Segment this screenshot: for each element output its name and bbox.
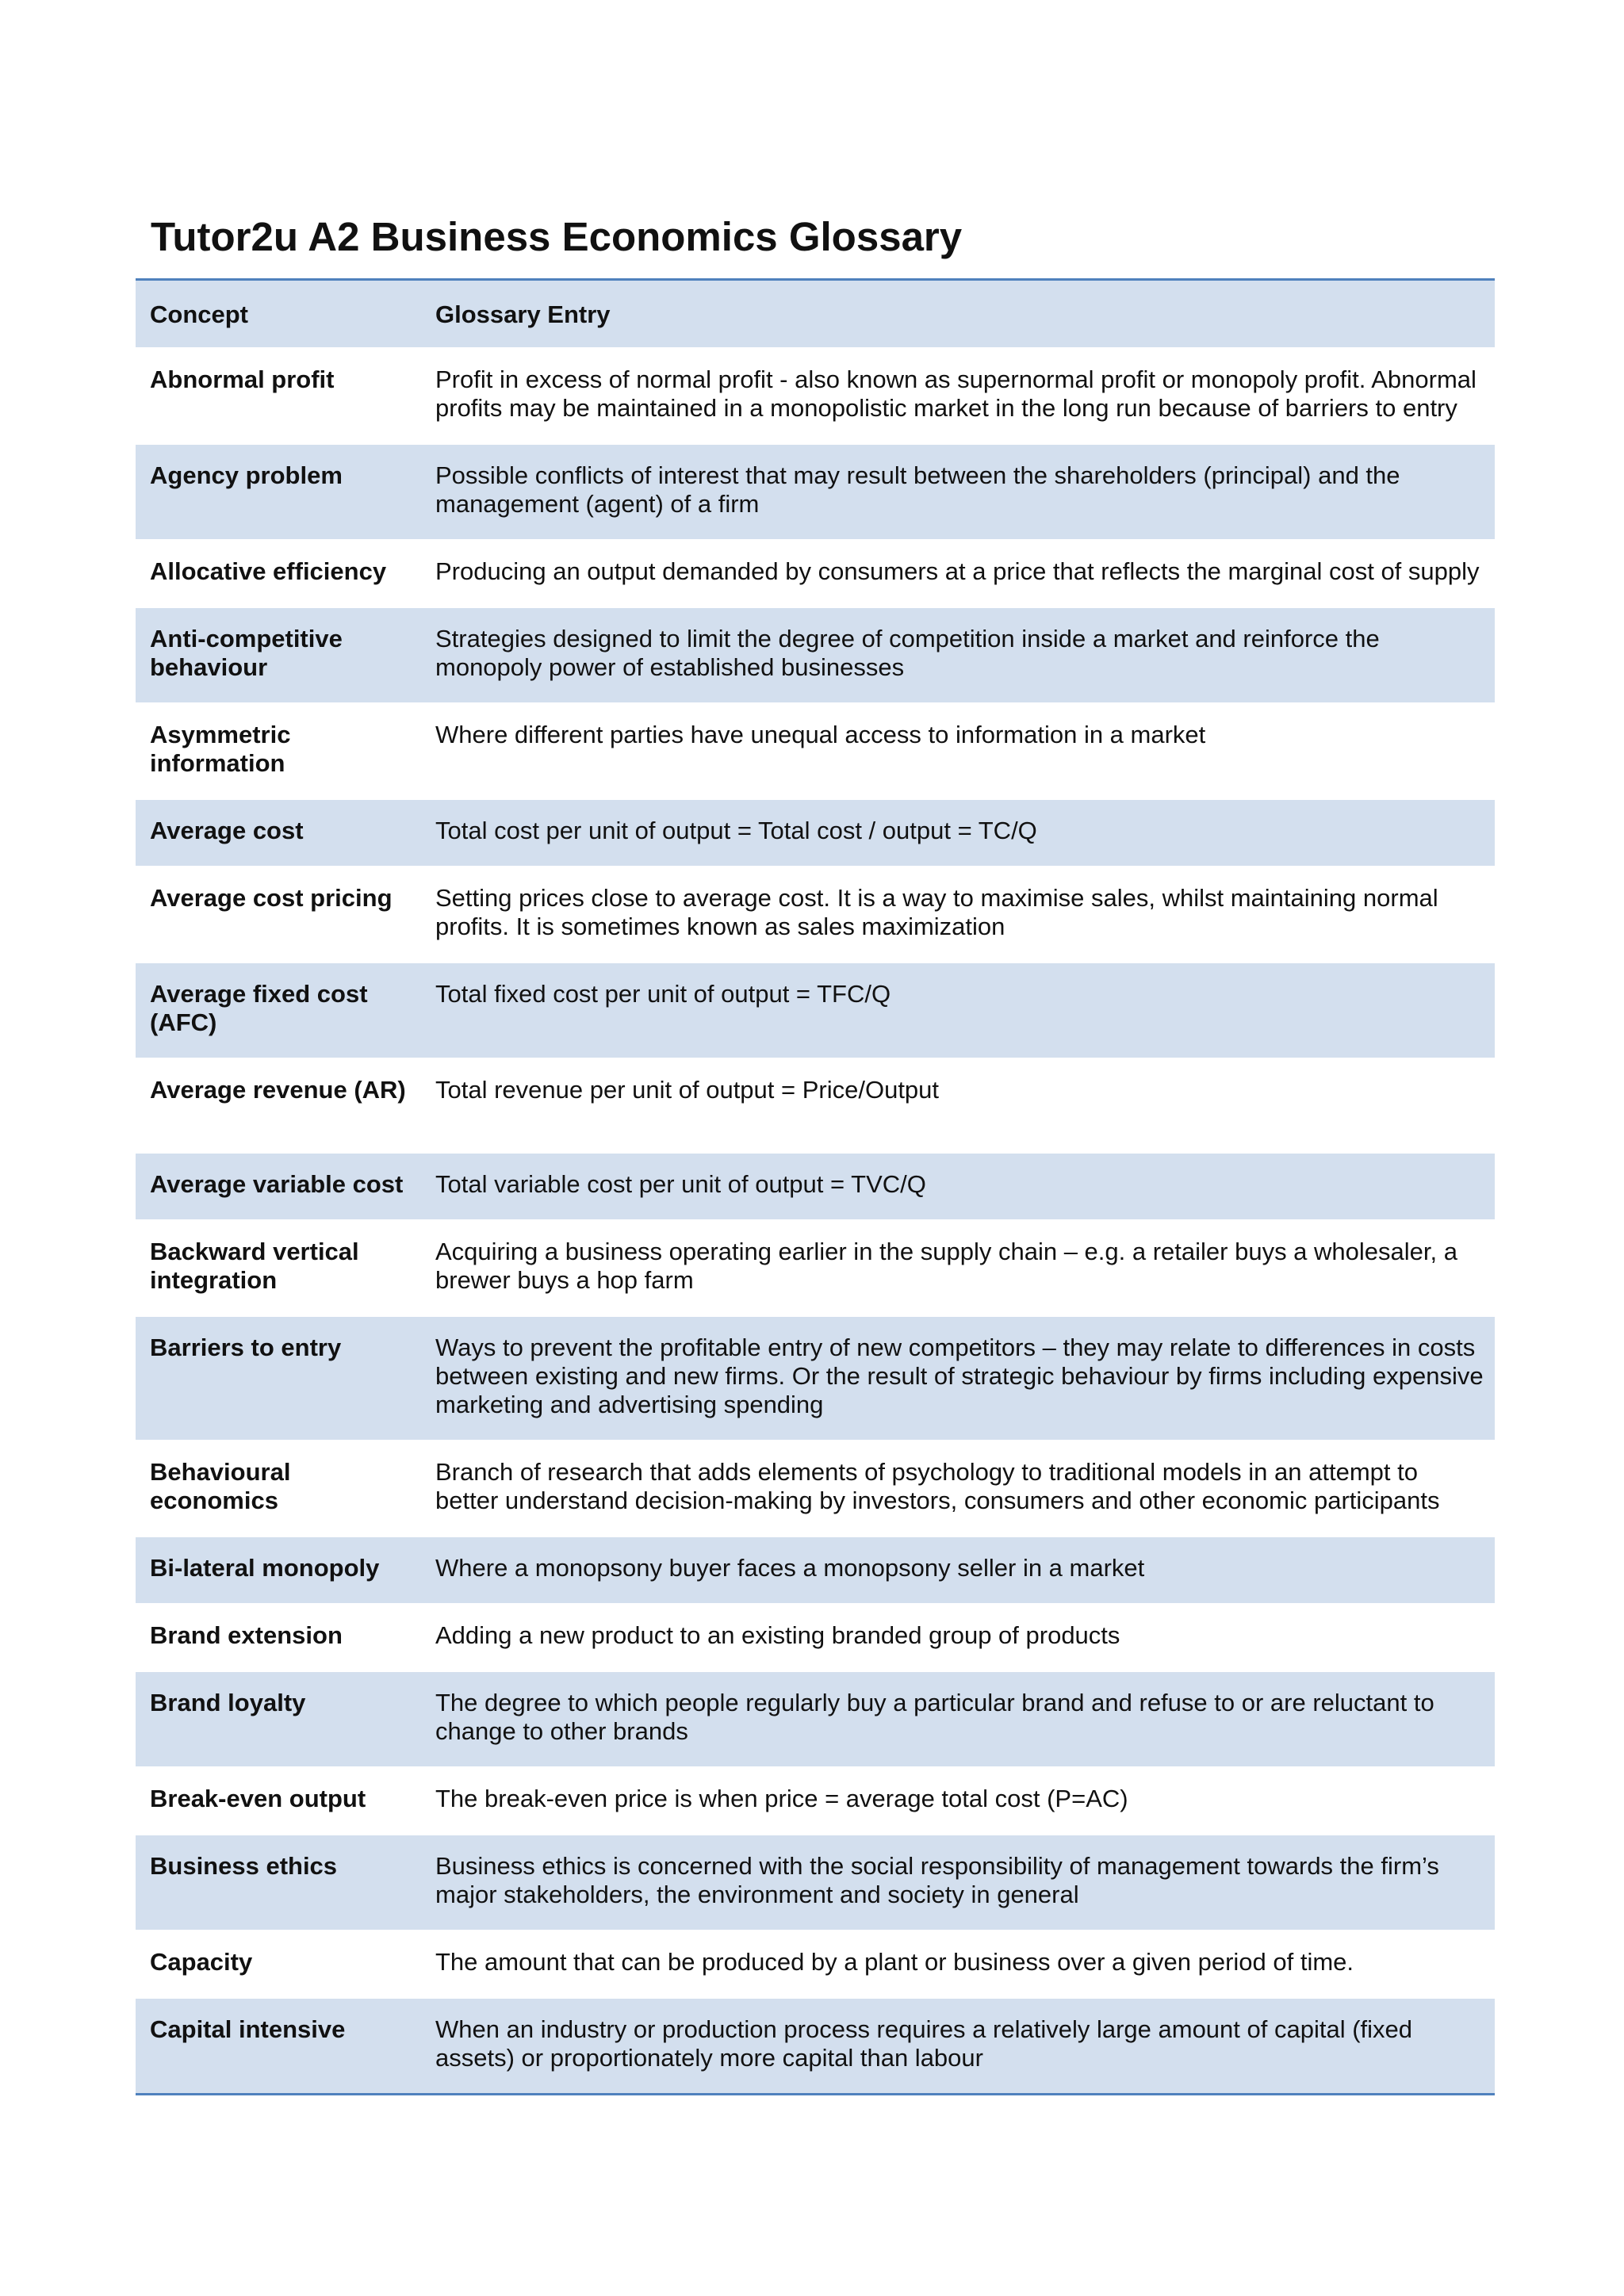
entry-cell: The break-even price is when price = average total cost (P=AC) xyxy=(435,1784,1128,1812)
concept-cell: Average fixed cost (AFC) xyxy=(150,979,368,1036)
table-row xyxy=(136,1767,1495,1835)
entry-cell: Ways to prevent the profitable entry of new competitors – they may relate to differences in costs between existing and new firms. Or the result of strategic behaviour by firms including expensive marketing and advertising spending xyxy=(435,1333,1484,1418)
entry-cell: Setting prices close to average cost. It is a way to maximise sales, whilst maintaining normal profits. It is sometimes known as sales maximization xyxy=(435,883,1438,940)
table-row xyxy=(136,1441,1495,1536)
entry-cell: Total variable cost per unit of output = TVC/Q xyxy=(435,1169,926,1198)
concept-column-header: Concept xyxy=(150,300,248,328)
concept-cell: Business ethics xyxy=(150,1851,338,1880)
entry-cell: Branch of research that adds elements of psychology to traditional models in an attempt to better understand decision-making by investors, consumers and other economic participants xyxy=(435,1457,1440,1514)
table-row xyxy=(136,962,1495,1058)
entry-cell: Possible conflicts of interest that may result between the shareholders (principal) and the management (agent) of a firm xyxy=(435,461,1400,518)
table-row xyxy=(136,348,1495,444)
table-row xyxy=(136,703,1495,799)
concept-cell: Bi-lateral monopoly xyxy=(150,1553,380,1582)
entry-cell: Where different parties have unequal access to information in a market xyxy=(435,720,1206,748)
table-row xyxy=(136,540,1495,607)
entry-cell: Total cost per unit of output = Total cost / output = TC/Q xyxy=(435,816,1037,844)
table-row xyxy=(136,1153,1495,1220)
concept-cell: Brand extension xyxy=(150,1621,343,1649)
table-row xyxy=(136,867,1495,962)
concept-cell: Anti-competitive behaviour xyxy=(150,624,343,681)
entry-cell: Producing an output demanded by consumers at a price that reflects the marginal cost of supply xyxy=(435,557,1480,585)
concept-cell: Average cost xyxy=(150,816,304,844)
page-title: Tutor2u A2 Business Economics Glossary xyxy=(151,214,963,259)
concept-cell: Backward vertical integration xyxy=(150,1237,359,1294)
table-row xyxy=(136,1316,1495,1441)
entry-cell: Adding a new product to an existing branded group of products xyxy=(435,1621,1120,1649)
concept-cell: Asymmetric information xyxy=(150,720,291,777)
concept-cell: Average cost pricing xyxy=(150,883,393,912)
entry-cell: Acquiring a business operating earlier in the supply chain – e.g. a retailer buys a wholesaler, a brewer buys a hop farm xyxy=(435,1237,1457,1294)
table-row xyxy=(136,1604,1495,1671)
table-row xyxy=(136,799,1495,867)
entry-cell: Total fixed cost per unit of output = TFC/Q xyxy=(435,979,891,1008)
concept-cell: Average variable cost xyxy=(150,1169,404,1198)
entry-cell: Where a monopsony buyer faces a monopsony seller in a market xyxy=(435,1553,1145,1582)
entry-cell: Strategies designed to limit the degree of competition inside a market and reinforce the monopoly power of established businesses xyxy=(435,624,1380,681)
entry-cell: Total revenue per unit of output = Price/Output xyxy=(435,1075,940,1104)
table-row xyxy=(136,1536,1495,1604)
table-row xyxy=(136,1058,1495,1153)
table-row xyxy=(136,1998,1495,2095)
table-row xyxy=(136,1220,1495,1316)
table-header-row xyxy=(136,280,1495,348)
entry-cell: Profit in excess of normal profit - also known as supernormal profit or monopoly profit. Abnormal profits may be maintained in a monopolistic market in the long run because of barriers to entry xyxy=(435,365,1477,422)
concept-cell: Barriers to entry xyxy=(150,1333,342,1361)
concept-cell: Abnormal profit xyxy=(150,365,335,393)
concept-cell: Agency problem xyxy=(150,461,343,489)
table-row xyxy=(136,1671,1495,1767)
table-row xyxy=(136,607,1495,703)
concept-cell: Break-even output xyxy=(150,1784,366,1812)
table-row xyxy=(136,1835,1495,1931)
table-row xyxy=(136,1931,1495,1998)
glossary-entry-column-header: Glossary Entry xyxy=(435,300,611,328)
concept-cell: Average revenue (AR) xyxy=(150,1075,406,1104)
concept-cell: Brand loyalty xyxy=(150,1688,306,1716)
entry-cell: The degree to which people regularly buy a particular brand and refuse to or are reluctant to change to other brands xyxy=(435,1688,1434,1745)
concept-cell: Capital intensive xyxy=(150,2015,346,2043)
concept-cell: Behavioural economics xyxy=(150,1457,291,1514)
glossary-table xyxy=(136,278,1495,2095)
table-row xyxy=(136,444,1495,540)
concept-cell: Capacity xyxy=(150,1947,253,1976)
entry-cell: When an industry or production process requires a relatively large amount of capital (fixed assets) or proportionately more capital than labour xyxy=(435,2015,1413,2072)
concept-cell: Allocative efficiency xyxy=(150,557,387,585)
entry-cell: Business ethics is concerned with the social responsibility of management towards the firm’s major stakeholders, the environment and society in general xyxy=(435,1851,1439,1908)
entry-cell: The amount that can be produced by a plant or business over a given period of time. xyxy=(435,1947,1354,1976)
